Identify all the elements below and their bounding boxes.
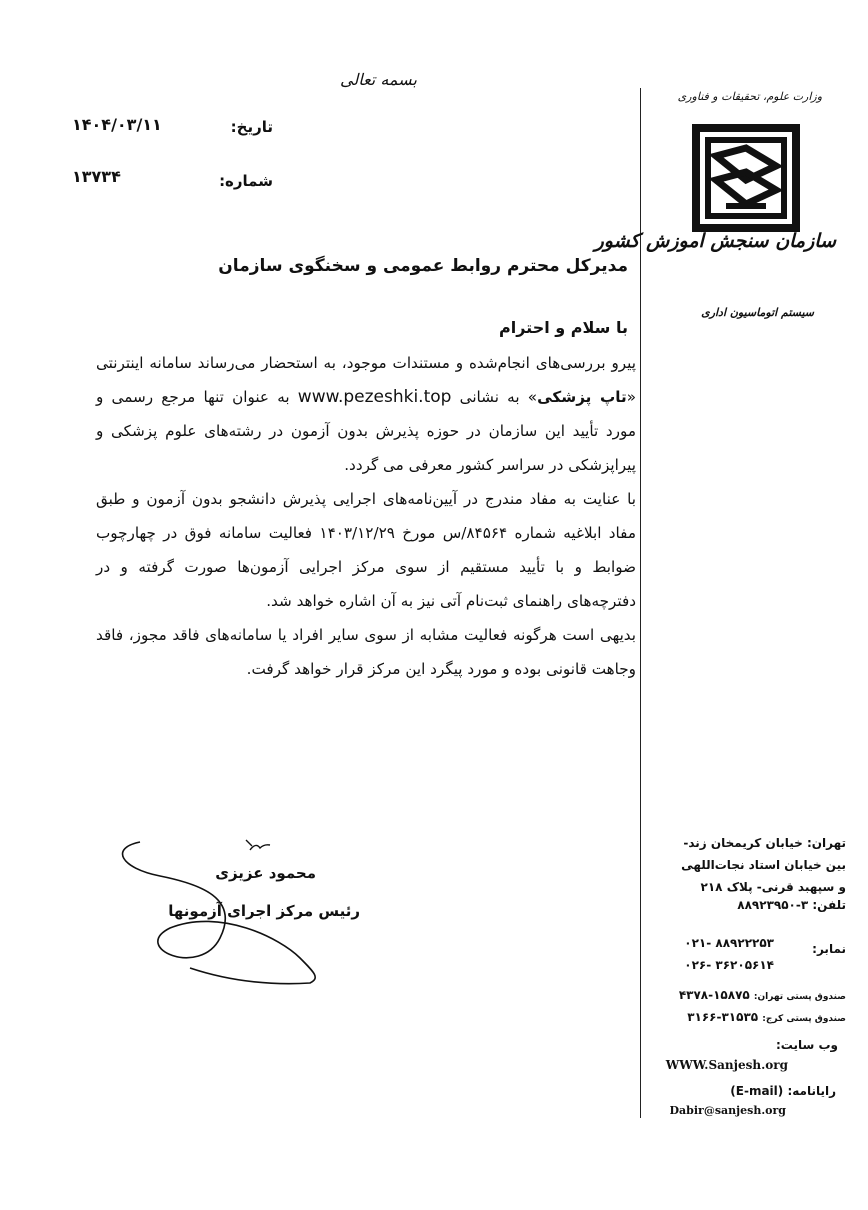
paragraph-2: با عنایت به مفاد مندرج در آیین‌نامه‌های اجرایی پذیرش دانشجو بدون آزمون و طبق مفاد ابلاغیه شماره ۸۴۵۶۴/س مورخ ۱۴۰۳/۱۲/۲۹ فعالیت سامانه فوق در چهارچوب ضوابط و با تأیید مستقیم از سوی مرکز اجرایی آزمون‌ها صورت گرفته و در دفترچه‌های راهنمای ثبت‌نام آتی نیز به آن اشاره خواهد شد. xyxy=(96,490,637,610)
site-name: تاپ پزشکی xyxy=(537,388,627,406)
p1-text-a: پیرو بررسی‌های انجام‌شده و مستندات موجود، به استحضار می‌رساند سامانه اینترنتی « xyxy=(96,354,636,406)
fax-number: ۰۲۱- ۸۸۹۲۲۲۵۳ xyxy=(684,936,774,950)
signer-title: رئیس مرکز اجرای آزمونها xyxy=(168,902,360,920)
address-line: بین خیابان استاد نجات‌اللهی xyxy=(681,858,846,872)
sidebar xyxy=(594,80,850,1140)
fax-numbers xyxy=(684,932,774,976)
address-line: و سپهبد قرنی- پلاک ۲۱۸ xyxy=(700,880,846,894)
fax xyxy=(646,932,846,978)
ministry-name: وزارت علوم، تحقیقات و فناوری xyxy=(677,90,822,103)
system-name: سیستم اتوماسیون اداری xyxy=(701,306,814,319)
email-link[interactable]: Dabir@sanjesh.org xyxy=(669,1104,786,1117)
signer-name: محمود عزیزی xyxy=(215,864,316,882)
po-boxes xyxy=(646,985,846,1029)
number-value: ۱۳۷۳۴ xyxy=(72,167,121,186)
pobox-tehran-value: ۱۵۸۷۵-۴۳۷۸ xyxy=(678,988,750,1002)
pobox-karaj-label: صندوق پستی کرج: xyxy=(762,1014,846,1024)
website-label: وب سایت: xyxy=(775,1038,838,1052)
telephone: تلفن: ۳-۸۸۹۲۳۹۵۰ xyxy=(737,898,846,912)
date-label: تاریخ: xyxy=(230,118,273,136)
site-url: www.pezeshki.top xyxy=(297,387,452,407)
salutation: با سلام و احترام xyxy=(499,318,628,337)
pobox-karaj-value: ۳۱۵۳۵-۳۱۶۶ xyxy=(687,1010,759,1024)
bism-calligraphy: بسمه تعالی xyxy=(340,70,417,89)
fax-number: ۰۲۶- ۳۶۲۰۵۶۱۴ xyxy=(684,958,774,972)
website-link[interactable]: WWW.Sanjesh.org xyxy=(665,1058,788,1072)
p1-text-c: به عنوان تنها مرجع رسمی و مورد تأیید این سازمان در حوزه پذیرش بدون آزمون در رشته‌های علوم پزشکی و پیراپزشکی در سراسر کشور معرفی می گردد. xyxy=(96,388,636,474)
number-label: شماره: xyxy=(219,172,273,190)
p1-text-b: » به نشانی xyxy=(459,388,538,406)
address xyxy=(646,832,846,898)
paragraph-3: بدیهی است هرگونه فعالیت مشابه از سوی سایر افراد یا سامانه‌های فاقد مجوز، فاقد وجاهت قانونی بوده و مورد پیگرد این مرکز قرار خواهد گرفت. xyxy=(96,626,636,678)
date-value: ۱۴۰۴/۰۳/۱۱ xyxy=(72,115,162,134)
address-line: تهران: خیابان کریمخان زند- xyxy=(683,836,846,850)
recipient-line: مدیرکل محترم روابط عمومی و سخنگوی سازمان xyxy=(218,256,628,276)
email-label: رایانامه: (E-mail) xyxy=(730,1084,836,1098)
pobox-tehran-label: صندوق پستی تهران: xyxy=(753,992,846,1002)
pobox-tehran xyxy=(646,985,846,1007)
fax-label: نمابر: xyxy=(812,942,846,956)
paragraph-1 xyxy=(96,346,636,482)
letter-body xyxy=(96,346,636,686)
organization-name: سازمان سنجش آموزش کشور xyxy=(594,230,836,252)
pobox-karaj xyxy=(646,1007,846,1029)
